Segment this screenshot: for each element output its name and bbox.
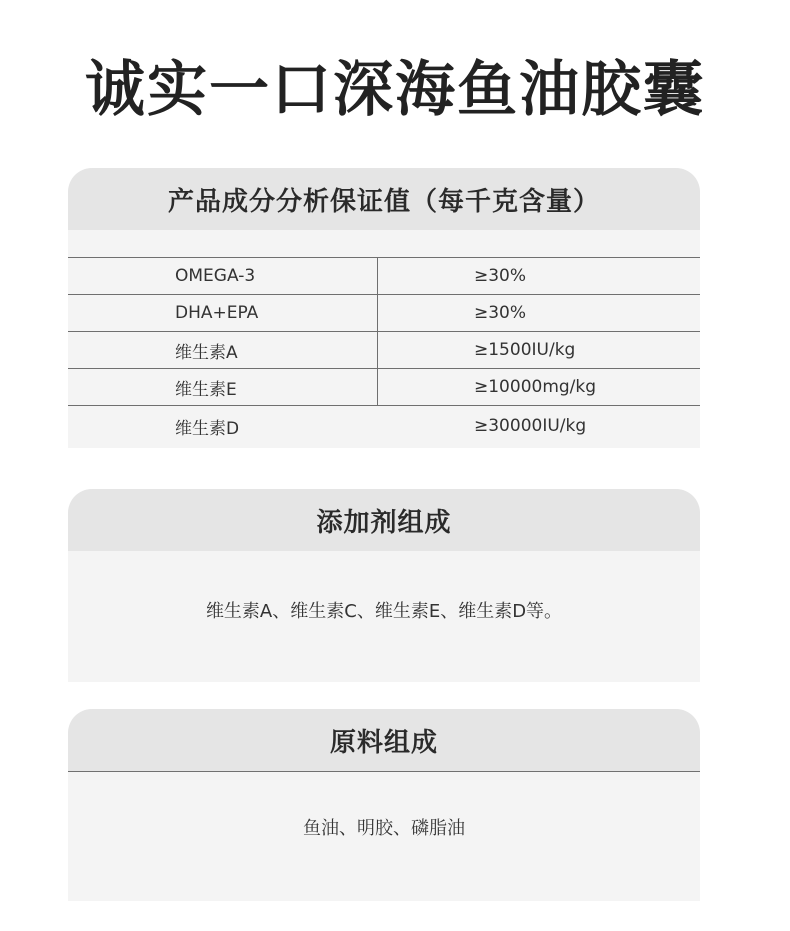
table-row	[68, 294, 700, 331]
analysis-card	[68, 168, 700, 448]
nutrient-name: DHA+EPA	[68, 295, 378, 331]
table-row	[68, 331, 700, 368]
nutrient-value: ≥10000mg/kg	[474, 377, 597, 397]
nutrient-value: ≥1500IU/kg	[474, 340, 576, 360]
table-row	[68, 368, 700, 405]
additives-heading: 添加剂组成	[68, 489, 700, 551]
materials-text: 鱼油、明胶、磷脂油	[303, 818, 465, 839]
materials-card	[68, 709, 700, 901]
nutrient-value: ≥30%	[474, 266, 527, 286]
analysis-table	[68, 257, 700, 446]
nutrient-value: ≥30%	[474, 303, 527, 323]
additives-card	[68, 489, 700, 682]
nutrient-name: OMEGA-3	[68, 258, 378, 294]
nutrient-value: ≥30000IU/kg	[474, 416, 587, 436]
nutrient-name: 维生素A	[68, 332, 378, 368]
table-row	[68, 257, 700, 294]
table-row	[68, 405, 700, 446]
materials-heading: 原料组成	[68, 709, 700, 772]
analysis-heading: 产品成分分析保证值（每千克含量）	[68, 168, 700, 230]
page-title: 诚实一口深海鱼油胶囊	[85, 55, 705, 125]
nutrient-name: 维生素E	[68, 369, 378, 405]
nutrient-name: 维生素D	[175, 418, 240, 439]
additives-text: 维生素A、维生素C、维生素E、维生素D等。	[205, 601, 563, 622]
